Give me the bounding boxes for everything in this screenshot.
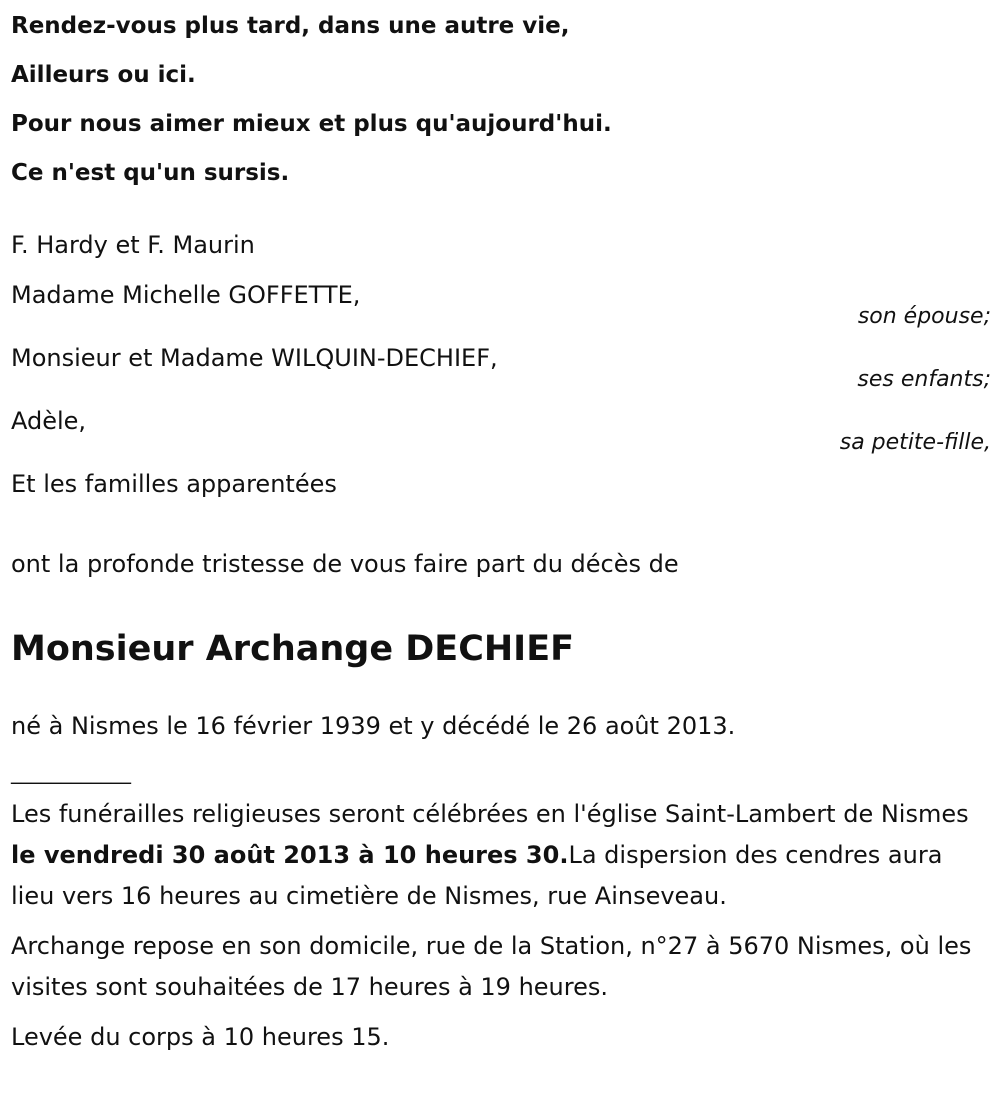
poem: [11, 0, 991, 198]
family-member-name: Adèle,: [11, 407, 87, 435]
family-member-role: ses enfants;: [857, 367, 991, 392]
birth-death-line: né à Nismes le 16 février 1939 et y décédé le 26 août 2013.: [11, 712, 736, 740]
family-member: [11, 343, 991, 406]
family-member: [11, 280, 991, 343]
family-member-role: sa petite-fille,: [839, 430, 991, 455]
family-list: [11, 230, 991, 499]
family-member-name: Madame Michelle GOFFETTE,: [11, 281, 361, 309]
family-member-name: Monsieur et Madame WILQUIN-DECHIEF,: [11, 344, 498, 372]
family-first-line: F. Hardy et F. Maurin: [11, 231, 255, 259]
funeral-date: le vendredi 30 août 2013 à 10 heures 30.: [11, 841, 569, 869]
funeral-intro: Les funérailles religieuses seront célébrées en l'église Saint-Lambert de Nismes: [11, 800, 969, 828]
family-member-role: son épouse;: [857, 304, 991, 329]
family-last-line: Et les familles apparentées: [11, 470, 337, 498]
funeral-paragraph: [11, 794, 991, 917]
funeral-rest: La dispersion des cendres aura lieu vers 16 heures au cimetière de Nismes, rue Ainseveau.: [11, 841, 943, 910]
levee-paragraph: Levée du corps à 10 heures 15.: [11, 1023, 390, 1051]
poem-line: Rendez-vous plus tard, dans une autre vie,: [11, 13, 570, 39]
poem-line: Ailleurs ou ici.: [11, 62, 196, 88]
deceased-name: Monsieur Archange DECHIEF: [11, 629, 575, 669]
announcement: ont la profonde tristesse de vous faire part du décès de: [11, 550, 679, 578]
obituary-notice: [11, 0, 991, 1058]
poem-line: Ce n'est qu'un sursis.: [11, 160, 290, 186]
separator-line: ____________: [11, 760, 131, 784]
poem-line: Pour nous aimer mieux et plus qu'aujourd'hui.: [11, 111, 612, 137]
family-member: [11, 406, 991, 469]
visitation-paragraph: Archange repose en son domicile, rue de la Station, n°27 à 5670 Nismes, où les visites sont souhaitées de 17 heures à 19 heures.: [11, 932, 972, 1001]
